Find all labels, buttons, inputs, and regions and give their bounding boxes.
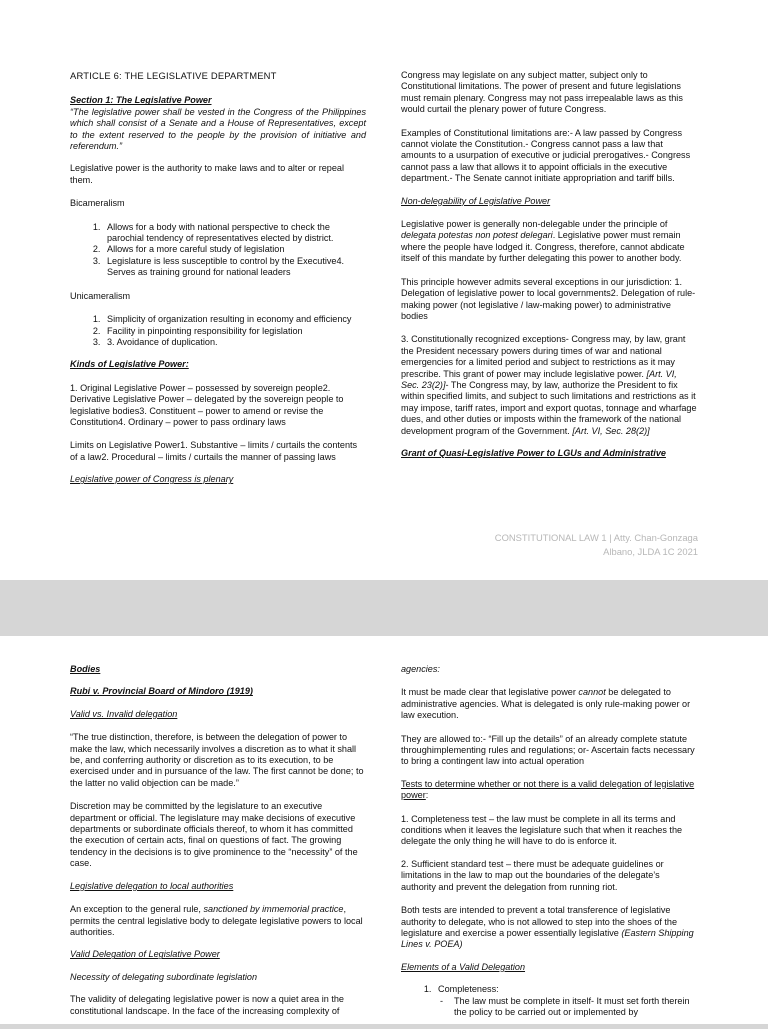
list-item: - The law must be complete in itself- It must set forth therein the policy to be carried out or implemented by [440, 996, 697, 1019]
text-run: Both tests are intended to prevent a total transference of legislative authority to delegate, who is not allowed to step into the shoes of the legislature and exercise a power essentially legislative [401, 905, 678, 938]
italic-word: cannot [578, 687, 606, 698]
document-page-2 [0, 636, 768, 1024]
page1-right-column [401, 70, 697, 470]
congress-text: Congress may legislate on any subject matter, subject only to Constitutional limitations. The power of present and future legislations must remain plenary. Congress may not pass irrepealable laws as this would curtail the plenary power of future Congress. [401, 70, 683, 115]
text-run: 3. Constitutionally recognized exceptions- Congress may, by law, grant the President necessary powers during times of war and national emergencies for a limited period and subject to restrictions as it may prescribe. This grant of power may include legislative power. [401, 334, 686, 379]
case-heading: Rubi v. Provincial Board of Mindoro (1919) [70, 686, 253, 697]
citation: [Art. VI, Sec. 23(2)] [401, 368, 677, 390]
elements-heading: Elements of a Valid Delegation [401, 961, 526, 972]
completeness-test: 1. Completeness test – the law must be complete in all its terms and conditions when it leaves the legislature such that when it reaches the delegate the only thing he will have to do is enforce it. [401, 813, 683, 847]
bicameralism-label: Bicameralism [70, 198, 125, 209]
unicameralism-label: Unicameralism [70, 290, 131, 301]
plenary-heading: Legislative power of Congress is plenary [70, 474, 234, 485]
citation: (Eastern Shipping Lines v. POEA) [401, 927, 694, 950]
page-footer [495, 531, 698, 559]
footer-author: Albano, JLDA 1C 2021 [603, 546, 698, 557]
colon: : [425, 790, 429, 801]
examples-text: Examples of Constitutional limitations are:- A law passed by Congress cannot violate the Constitution.- Congress cannot pass a law that amounts to a usurpation of executive or judicial prerogatives.- Congress cannot pass a law that allows it to appoint officials in the executive department.- The Senate cannot initiate appropriation and tariff bills. [401, 127, 691, 184]
text-run: An exception to the general rule, [70, 904, 204, 915]
cannot-delegate-text [401, 687, 697, 721]
list-item: 2. Facility in pinpointing responsibility for legislation [103, 326, 366, 337]
bicameralism-list [70, 222, 366, 279]
kinds-heading: Kinds of Legislative Power: [70, 359, 189, 370]
tests-heading-text: Tests to determine whether or not there is a valid delegation of legislative power [401, 778, 695, 801]
article-title: ARTICLE 6: THE LEGISLATIVE DEPARTMENT [70, 70, 277, 81]
text-run: be delegated to administrative agencies. What is delegated is only rule-making power or law execution. [401, 687, 691, 721]
discretion-text: Discretion may be committed by the legislature to an executive department or official. The legislature may make decisions of executive departments or subordinate officials thereof, to whom it has committed the execution of certain acts, final on questions of fact. The growing tendency in the decisions is to give prominence to the “necessity” of the case. [70, 801, 358, 869]
allowed-text: They are allowed to:- “Fill up the details” of an already complete statute throughimplementing rules and regulations; or- Ascertain facts necessary to bring a contingent law into actual operation [401, 733, 695, 767]
bodies-heading: Bodies [70, 664, 101, 674]
valid-delegation-heading: Valid Delegation of Legislative Power [70, 949, 220, 960]
element-sublist [438, 996, 697, 1019]
section-heading: Section 1: The Legislative Power [70, 95, 212, 106]
local-authorities-heading: Legislative delegation to local authorities [70, 880, 234, 891]
list-item [434, 984, 697, 1018]
list-item: 2. Allows for a more careful study of legislation [103, 244, 366, 255]
page1-left-column [70, 70, 366, 497]
necessity-heading: Necessity of delegating subordinate legislation [70, 971, 258, 982]
tests-heading [401, 779, 697, 802]
list-item: 1. Simplicity of organization resulting in economy and efficiency [103, 314, 366, 325]
nondelegability-heading: Non-delegability of Legislative Power [401, 195, 551, 206]
list-item: 1. Allows for a body with national perspective to check the parochial tendency of representatives elected by district. [103, 222, 366, 245]
list-item: 3. Legislature is less susceptible to control by the Executive4. Serves as training ground for national leaders [103, 256, 366, 279]
exceptions-text: This principle however admits several exceptions in our jurisdiction: 1. Delegation of legislative power to local governments2. Delegation of rule-making power (not legislative / law-making power) to administrative bodies [401, 276, 696, 321]
legislative-power-definition: Legislative power is the authority to make laws and to alter or repeal them. [70, 163, 344, 185]
text-run: . Legislative power must remain where the people have lodged it. Congress, therefore, cannot abdicate itself of this mandate by further delegating this power to another body. [401, 230, 685, 264]
standard-test: 2. Sufficient standard test – there must be adequate guidelines or limitations in the law to map out the boundaries of the delegate’s authority and prevent the delegation from running riot. [401, 858, 664, 892]
constitutional-exceptions-text [401, 334, 697, 437]
section-quote: “The legislative power shall be vested in the Congress of the Philippines which shall consist of a Senate and a House of Representatives, except to the extent reserved to the people by the provision of initiative and referendum.” [70, 106, 366, 152]
exception-text [70, 904, 366, 938]
valid-invalid-heading: Valid vs. Invalid delegation [70, 708, 178, 719]
both-tests-text [401, 905, 697, 951]
footer-course: CONSTITUTIONAL LAW 1 | Atty. Chan-Gonzaga [494, 532, 698, 543]
page2-left-column [70, 664, 366, 1028]
latin-phrase: delegata potestas non potest delegari [401, 230, 553, 241]
page2-right-column [401, 664, 697, 1029]
elements-list [401, 984, 697, 1018]
text-run: - The Congress may, by law, authorize the President to fix within specified limits, and subject to such limitations and restrictions as it may impose, tariff rates, import and export quotas, tonnage and wharfage dues, and other duties or imposts within the framework of the national development program of the Government. [401, 379, 697, 436]
text-run: Legislative power is generally non-delegable under the principle of [401, 219, 668, 230]
agencies-heading: agencies: [401, 664, 440, 674]
limits-text: Limits on Legislative Power1. Substantive – limits / curtails the contents of a law2. Procedural – limits / curtails the manner of passing laws [70, 440, 358, 462]
citation: [Art. VI, Sec. 28(2)] [572, 425, 650, 436]
text-run: , permits the central legislative body to delegate legislative powers to local authorities. [70, 904, 363, 937]
unicameralism-list [70, 314, 366, 348]
italic-phrase: sanctioned by immemorial practice [203, 904, 344, 915]
element-label: Completeness: [438, 984, 499, 995]
kinds-text: 1. Original Legislative Power – possessed by sovereign people2. Derivative Legislative Power – delegated by the sovereign people to legislative bodies3. Constituent – power to amend or revise the Constitution4. Ordinary – power to pass ordinary laws [70, 382, 344, 427]
nondelegable-text [401, 219, 697, 265]
text-run: It must be made clear that legislative power [401, 687, 579, 698]
rubi-quote: “The true distinction, therefore, is between the delegation of power to make the law, which necessarily involves a discretion as to what it shall be, and conferring authority or discretion as to its execution, to be exercised under and in pursuance of the law. The first cannot be done; to the latter no valid objection can be made.” [70, 732, 364, 788]
list-item: 3. 3. Avoidance of duplication. [103, 337, 366, 348]
validity-text: The validity of delegating legislative power is now a quiet area in the constitutional landscape. In the face of the increasing complexity of [70, 994, 344, 1016]
grant-heading: Grant of Quasi-Legislative Power to LGUs and Administrative [401, 447, 666, 458]
